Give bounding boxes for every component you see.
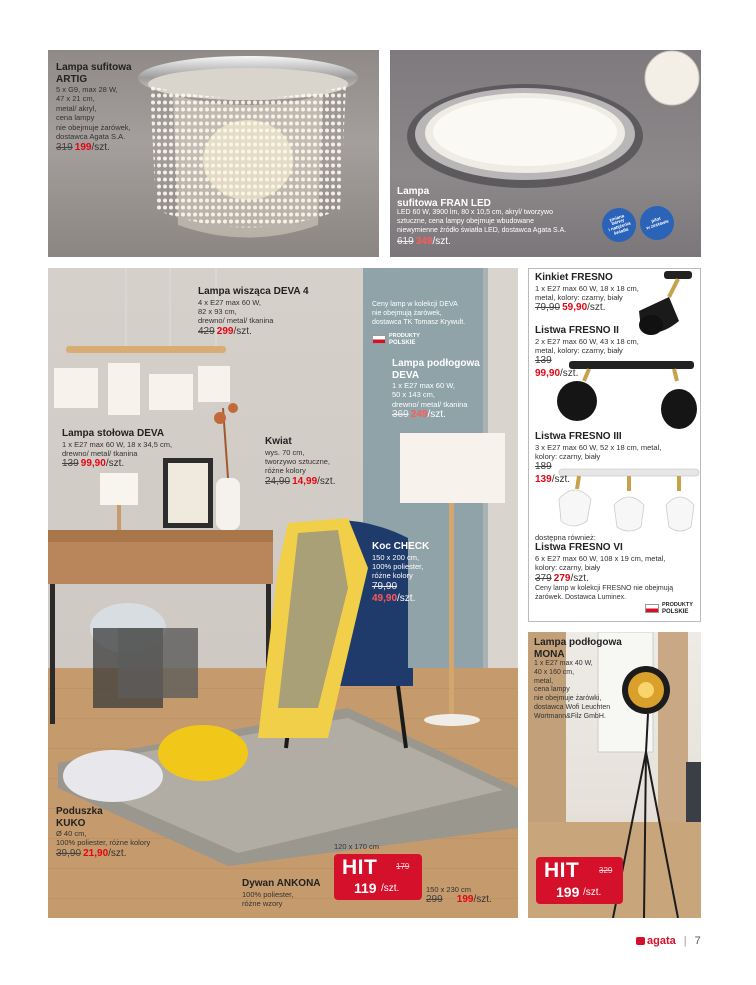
deva-table-unit: /szt. <box>105 458 125 470</box>
polish-flag-icon <box>372 335 386 344</box>
fran-photo <box>390 50 701 257</box>
deva-table-new-price: 99,90 <box>80 458 106 470</box>
dywan-hit-old-price: 179 <box>396 862 410 871</box>
deva-hanging-text <box>198 286 328 338</box>
fran-unit: /szt. <box>432 236 451 248</box>
fresno-listwa3-text <box>535 431 700 486</box>
deva-hanging-description: 4 x E27 max 60 W, 82 x 93 cm, drewno/ metal/ tkanina <box>198 297 274 326</box>
fresno-kinkiet-unit: /szt. <box>587 302 606 314</box>
deva-floor-title-1: Lampa podłogowa <box>392 358 480 369</box>
dywan-hit-price-tag <box>334 854 422 900</box>
koc-old-price: 79,90 <box>372 580 398 592</box>
deva-table-old-price: 139 <box>62 458 79 470</box>
mona-hit-label: HIT <box>544 859 580 882</box>
artig-text <box>56 62 176 155</box>
artig-title-1: Lampa sufitowa <box>56 62 132 73</box>
mona-hit-price-tag <box>536 857 623 904</box>
deva-floor-description: 1 x E27 max 60 W, 50 x 143 cm, drewno/ metal/ tkanina <box>392 381 468 409</box>
fresno-listwa2-old-price: 139 <box>535 355 552 367</box>
dywan-size-1: 120 x 170 cm <box>334 842 380 851</box>
fresno-listwa2-unit: /szt. <box>560 367 579 379</box>
fresno-listwa3-title: Listwa FRESNO III <box>535 431 622 442</box>
dywan-size-2-block <box>426 885 516 907</box>
deva-floor-old-price: 369 <box>392 409 409 421</box>
koc-new-price: 49,90 <box>372 593 398 605</box>
deva-hanging-new-price: 299 <box>216 325 234 337</box>
fresno-polish-products-badge <box>645 603 693 615</box>
color-change-sticker-text: zmiana barwy i natężenia światła <box>607 212 632 236</box>
artig-title-2: ARTIG <box>56 73 88 85</box>
poduszka-title-2: KUKO <box>56 817 86 829</box>
artig-description: 5 x G9, max 28 W, 47 x 21 cm, metal/ akryl, cena lampy nie obejmuje żarówek, dostawca Agata S.A. <box>56 85 131 141</box>
deva-floor-new-price: 249 <box>410 409 428 421</box>
fresno-kinkiet-title: Kinkiet FRESNO <box>535 272 613 283</box>
deva-hanging-old-price: 429 <box>198 325 215 337</box>
agata-logo-icon <box>636 937 645 945</box>
koc-unit: /szt. <box>397 593 416 605</box>
deva-collection-note <box>372 301 512 327</box>
remote-included-sticker-text: pilot w zestawie <box>645 216 670 231</box>
footer-separator: | <box>683 935 687 947</box>
living-room-photo <box>48 268 518 918</box>
fresno-listwa2-title: Listwa FRESNO II <box>535 325 619 336</box>
dywan-unit-2: /szt. <box>473 894 492 906</box>
mona-hit-price: 199 <box>556 884 580 900</box>
deva-table-description: 1 x E27 max 60 W, 18 x 34,5 cm, drewno/ metal/ tkanina <box>62 439 173 458</box>
fran-text <box>397 186 612 249</box>
poduszka-old-price: 39,90 <box>56 847 82 859</box>
dywan-hit-unit: /szt. <box>381 883 400 894</box>
deva-table-text <box>62 428 212 471</box>
deva-polish-products-badge <box>372 334 420 346</box>
polish-flag-icon <box>645 604 659 613</box>
fresno-kinkiet-text <box>535 272 645 315</box>
dywan-title: Dywan ANKONA <box>242 878 321 889</box>
fresno-listwa2-description: 2 x E27 max 60 W, 43 x 18 cm, metal, kolory: czarny, biały <box>535 336 639 355</box>
mona-description: 1 x E27 max 40 W, 40 x 160 cm, metal, cena lampy nie obejmuje żarówki, dostawca Wofi Leuchten Wortmann&Filz GmbH. <box>534 660 611 720</box>
artig-unit: /szt. <box>91 142 110 154</box>
dywan-size-2: 150 x 230 cm <box>426 885 472 894</box>
deva-table-title: Lampa stołowa DEVA <box>62 428 165 439</box>
badge-line-1: PRODUKTY <box>389 333 420 339</box>
artig-old-price: 319 <box>56 142 73 154</box>
fran-title-1: Lampa <box>397 186 430 197</box>
koc-title: Koc CHECK <box>372 541 430 552</box>
mona-title-1: Lampa podłogowa <box>534 637 622 648</box>
poduszka-text <box>56 806 196 860</box>
dywan-hit-label: HIT <box>342 856 378 879</box>
fresno-kinkiet-old-price: 79,90 <box>535 302 561 314</box>
kwiat-unit: /szt. <box>317 475 336 487</box>
fresno-listwa3-description: 3 x E27 max 60 W, 52 x 18 cm, metal, kolory: czarny, biały <box>535 442 662 461</box>
footer <box>636 935 701 947</box>
dywan-hit-price: 119 <box>354 880 377 896</box>
fresno-listwa6-description: 6 x E27 max 60 W, 108 x 19 cm, metal, kolory: czarny, biały <box>535 553 666 573</box>
fresno-listwa6-old-price: 379 <box>535 572 552 584</box>
dywan-new-price-2: 199 <box>456 894 474 906</box>
deva-floor-text <box>392 358 512 422</box>
kwiat-title: Kwiat <box>265 436 292 447</box>
deva-hanging-title: Lampa wisząca DEVA 4 <box>198 286 309 297</box>
koc-description: 150 x 200 cm, 100% poliester, różne kolory <box>372 552 424 581</box>
koc-text <box>372 541 462 606</box>
fran-new-price: 349 <box>415 236 433 248</box>
poduszka-unit: /szt. <box>108 847 127 859</box>
poduszka-new-price: 21,90 <box>83 847 109 859</box>
kwiat-new-price: 14,99 <box>292 475 318 487</box>
mona-photo <box>528 632 701 918</box>
poduszka-title-1: Poduszka <box>56 806 103 817</box>
badge-line-2: POLSKIE <box>389 339 416 346</box>
fresno-kinkiet-new-price: 59,90 <box>562 302 588 314</box>
fresno-listwa3-new-price: 139 <box>535 473 552 485</box>
deva-hanging-unit: /szt. <box>233 325 252 337</box>
fresno-listwa6-unit: /szt. <box>570 572 589 584</box>
fresno-listwa3-old-price: 189 <box>535 461 552 473</box>
dywan-text <box>242 878 342 908</box>
agata-logo <box>636 935 676 947</box>
dywan-description: 100% poliester, różne wzory <box>242 889 294 908</box>
badge-line-2: POLSKIE <box>662 608 689 615</box>
agata-logo-text: agata <box>647 935 676 947</box>
fran-description: LED 60 W, 3900 lm, 80 x 10,5 cm, akryl/ tworzywo sztuczne, cena lampy obejmuje wbudowane niewymienne źródło światła LED, dostawca Agata S.A. <box>397 209 567 234</box>
artig-new-price: 199 <box>74 142 92 154</box>
page-number: 7 <box>694 935 701 947</box>
kwiat-old-price: 24,90 <box>265 475 291 487</box>
fran-title-2: sufitowa FRAN LED <box>397 197 491 209</box>
badge-line-1: PRODUKTY <box>662 602 693 608</box>
artig-photo <box>48 50 379 257</box>
fresno-also-available: dostępna również: <box>535 533 596 542</box>
fresno-collection-note: Ceny lamp w kolekcji FRESNO nie obejmują żarówek. Dostawca Luminex. <box>535 585 674 601</box>
deva-floor-unit: /szt. <box>427 409 446 421</box>
mona-text <box>534 637 634 721</box>
kwiat-description: wys. 70 cm, tworzywo sztuczne, różne kolory <box>265 447 331 476</box>
fresno-listwa6-new-price: 279 <box>553 572 571 584</box>
fresno-listwa6-text <box>535 533 700 603</box>
fresno-listwa2-new-price: 99,90 <box>535 367 561 379</box>
fresno-listwa2-text <box>535 325 700 380</box>
dywan-old-price-2: 299 <box>426 894 443 906</box>
fresno-listwa6-title: Listwa FRESNO VI <box>535 542 623 554</box>
kwiat-text <box>265 436 365 488</box>
mona-hit-unit: /szt. <box>583 887 602 898</box>
deva-floor-title-2: DEVA <box>392 369 420 381</box>
poduszka-description: Ø 40 cm, 100% poliester, różne kolory <box>56 829 151 848</box>
mona-title-2: MONA <box>534 648 565 660</box>
mona-hit-old-price: 329 <box>599 866 613 875</box>
deva-note-text: Ceny lamp w kolekcji DEVA nie obejmują żarówek, dostawca TK Tomasz Krywult. <box>372 301 466 326</box>
fresno-listwa3-unit: /szt. <box>551 473 571 485</box>
fran-old-price: 619 <box>397 236 414 248</box>
fresno-kinkiet-description: 1 x E27 max 60 W, 18 x 18 cm, metal, kolory: czarny, biały <box>535 283 639 302</box>
fresno-box <box>528 268 701 622</box>
